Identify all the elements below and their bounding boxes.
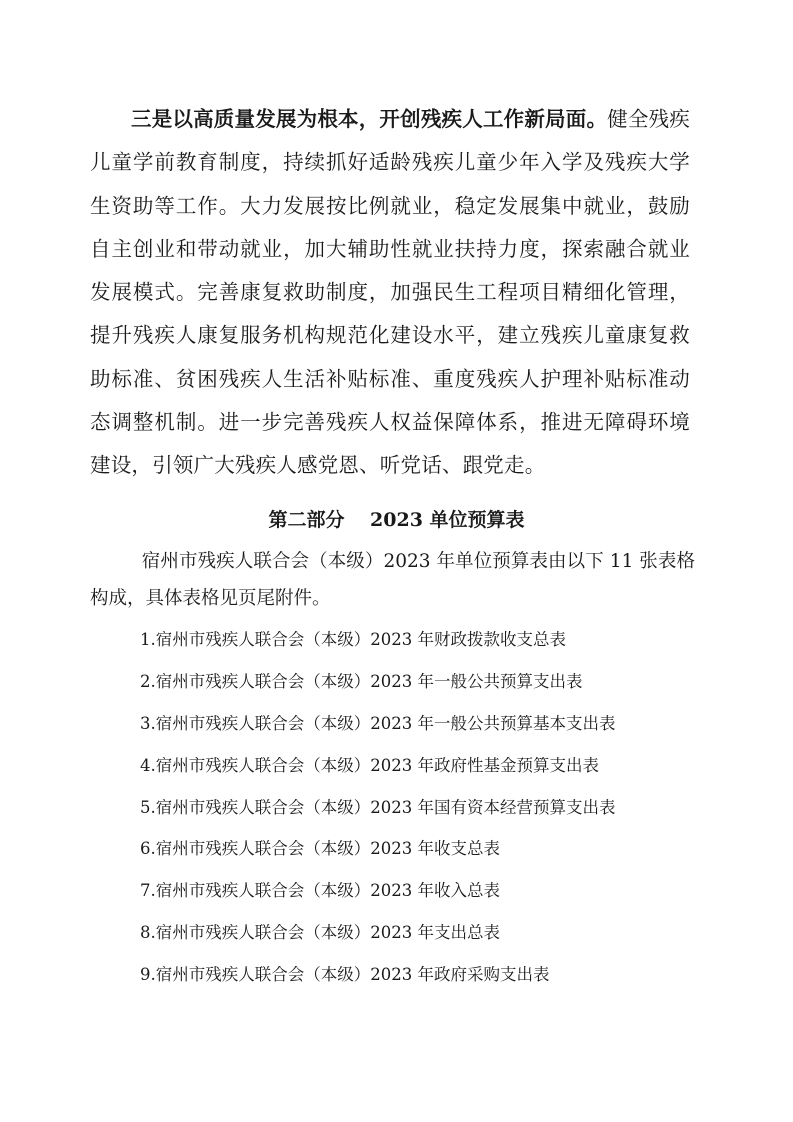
paragraph-body-text: 健全残疾儿童学前教育制度，持续抓好适龄残疾儿童少年入学及残疾大学生资助等工作。大力发展按比例就业，稳定发展集中就业，鼓励自主创业和带动就业，加大辅助性就业扶持力度，探索融合就业发展模式。完善康复救助制度，加强民生工程项目精细化管理，提升残疾人康复服务机构规范化建设水平，建立残疾儿童康复救助标准、贫困残疾人生活补贴标准、重度残疾人护理补贴标准动态调整机制。进一步完善残疾人权益保障体系，推进无障碍环境建设，引领广大残疾人感党恩、听党话、跟党走。	[90, 107, 690, 478]
list-item: 5.宿州市残疾人联合会（本级）2023 年国有资本经营预算支出表	[140, 797, 616, 817]
section-intro: 宿州市残疾人联合会（本级）2023 年单位预算表由以下 11 张表格构成，具体表格见页尾附件。	[90, 551, 695, 609]
list-item: 1.宿州市残疾人联合会（本级）2023 年财政拨款收支总表	[140, 630, 566, 649]
list-item: 6.宿州市残疾人联合会（本级）2023 年收支总表	[140, 839, 500, 859]
list-item: 8.宿州市残疾人联合会（本级）2023 年支出总表	[140, 923, 500, 943]
section-title: 第二部分 2023 单位预算表	[268, 509, 525, 531]
list-item: 2.宿州市残疾人联合会（本级）2023 年一般公共预算支出表	[140, 671, 583, 691]
paragraph-lead-heading: 三是以高质量发展为根本，开创残疾人工作新局面。	[131, 107, 608, 131]
body-paragraph	[90, 98, 690, 488]
list-item: 9.宿州市残疾人联合会（本级）2023 年政府采购支出表	[140, 965, 550, 985]
list-item: 4.宿州市残疾人联合会（本级）2023 年政府性基金预算支出表	[140, 755, 599, 775]
list-item: 7.宿州市残疾人联合会（本级）2023 年收入总表	[140, 881, 500, 901]
table-list	[140, 619, 615, 996]
list-item: 3.宿州市残疾人联合会（本级）2023 年一般公共预算基本支出表	[140, 713, 616, 733]
